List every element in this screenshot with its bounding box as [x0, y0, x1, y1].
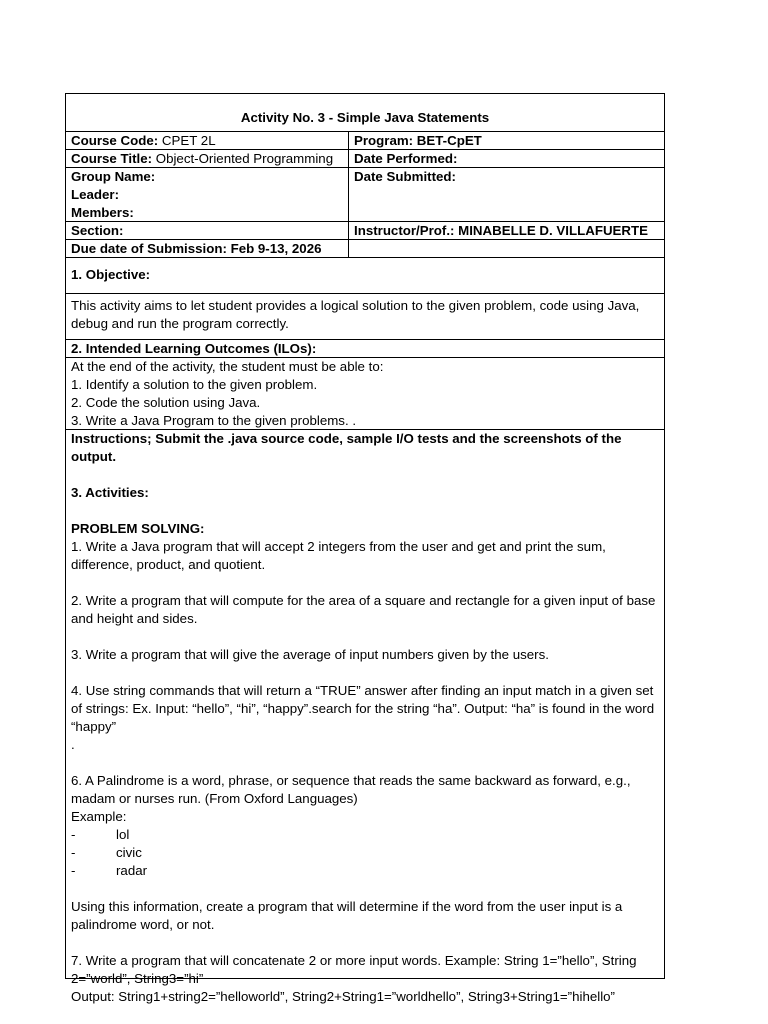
title-row	[66, 94, 664, 132]
course-code-label: Course Code:	[71, 133, 159, 148]
date-performed-cell: Date Performed:	[354, 151, 458, 166]
problem-6: 6. A Palindrome is a word, phrase, or sequence that reads the same backward as forward, e.g., madam or nurses run. (From Oxford Languages)	[71, 773, 631, 806]
problem-2: 2. Write a program that will compute for the area of a square and rectangle for a given input of base and height and sides.	[71, 593, 656, 626]
ilo-heading: 2. Intended Learning Outcomes (ILOs):	[71, 341, 317, 356]
course-code-row	[66, 132, 664, 150]
example-word: lol	[116, 827, 130, 842]
course-title-cell	[66, 150, 349, 167]
ilo-item: 3. Write a Java Program to the given problems. .	[71, 413, 357, 428]
objective-text: This activity aims to let student provides a logical solution to the given problem, code using Java, debug and run the program correctly.	[71, 298, 640, 331]
ilo-list	[66, 358, 664, 430]
section-row	[66, 222, 664, 240]
members-label: Members:	[71, 205, 134, 220]
activity-title: Activity No. 3 - Simple Java Statements	[240, 110, 490, 125]
course-code-cell	[66, 132, 349, 149]
group-row	[66, 168, 664, 222]
problem-1: 1. Write a Java program that will accept 2 integers from the user and get and print the sum, difference, product, and quotient.	[71, 539, 606, 572]
activities-section	[66, 430, 664, 1006]
problem-7: 7. Write a program that will concatenate 2 or more input words. Example: String 1=”hello”, String 2=”world”, String3=”hi”	[71, 953, 637, 986]
example-dash: -	[71, 827, 76, 842]
example-word: radar	[116, 863, 148, 878]
example-item	[71, 844, 659, 862]
due-date-row	[66, 240, 664, 258]
example-dash: -	[71, 863, 76, 878]
program-cell: Program: BET-CpET	[354, 133, 482, 148]
objective-heading: 1. Objective:	[71, 267, 151, 282]
group-name-label: Group Name:	[71, 169, 156, 184]
instructions-text: Instructions; Submit the .java source code, sample I/O tests and the screenshots of the output.	[71, 431, 622, 464]
section-cell: Section:	[66, 222, 349, 239]
date-submitted-cell: Date Submitted:	[354, 169, 456, 184]
course-code-value: CPET 2L	[158, 133, 216, 148]
example-item	[71, 826, 659, 844]
empty-cell	[349, 240, 664, 257]
objective-text-row	[66, 294, 664, 340]
instructor-cell: Instructor/Prof.: MINABELLE D. VILLAFUERTE	[354, 223, 649, 238]
ilo-intro: At the end of the activity, the student must be able to:	[71, 359, 384, 374]
example-item	[71, 862, 659, 880]
group-cell	[66, 168, 349, 221]
example-dash: -	[71, 845, 76, 860]
problem-3: 3. Write a program that will give the average of input numbers given by the users.	[71, 647, 549, 662]
course-title-value: Object-Oriented Programming	[152, 151, 334, 166]
due-date-cell: Due date of Submission: Feb 9-13, 2026	[66, 240, 349, 257]
problem-solving-heading: PROBLEM SOLVING:	[71, 521, 205, 536]
activity-sheet	[65, 93, 665, 1004]
ilo-list-row	[66, 358, 664, 430]
ilo-item: 2. Code the solution using Java.	[71, 395, 261, 410]
example-word: civic	[116, 845, 142, 860]
course-title-label: Course Title:	[71, 151, 153, 166]
problem-7-output: Output: String1+string2=”helloworld”, String2+String1=”worldhello”, String3+String1=”hihello”	[71, 989, 615, 1004]
ilo-heading-row	[66, 340, 664, 358]
example-label: Example:	[71, 809, 127, 824]
ilo-item: 1. Identify a solution to the given problem.	[71, 377, 318, 392]
activities-heading: 3. Activities:	[71, 485, 149, 500]
course-title-row	[66, 150, 664, 168]
activities-body	[66, 430, 664, 1006]
leader-label: Leader:	[71, 187, 120, 202]
problem-6-task: Using this information, create a program that will determine if the word from the user input is a palindrome word, or not.	[71, 899, 623, 932]
problem-4-tail: .	[71, 737, 75, 752]
objective-heading-row	[66, 258, 664, 294]
problem-4: 4. Use string commands that will return a “TRUE” answer after finding an input match in a given set of strings: Ex. Input: “hello”, “hi”, “happy”.search for the string “ha”. Output: “ha” is found in the word “happy”	[71, 683, 655, 734]
